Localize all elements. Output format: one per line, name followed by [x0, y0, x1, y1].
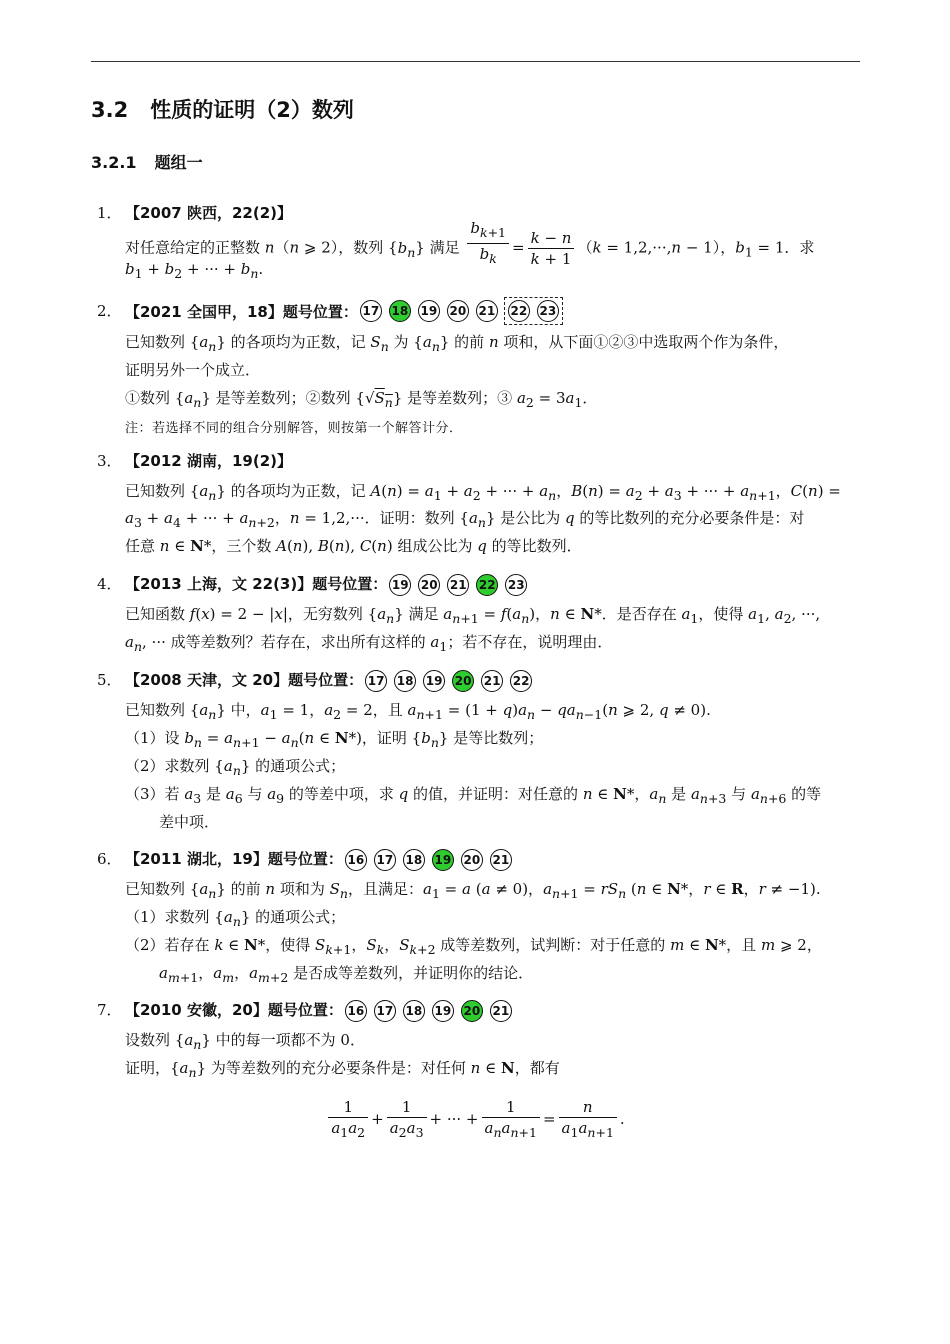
header-rule: [91, 61, 860, 62]
position-circle: 18: [403, 849, 425, 871]
position-circle: 17: [360, 300, 382, 322]
problem-source: 【2007 陕西，22(2)】: [125, 204, 292, 222]
position-circle: 21: [447, 574, 469, 596]
problem-line: 差中项．: [159, 813, 220, 831]
problem-line: $a_n$, ··· 成等差数列？若存在，求出所有这样的 $a_1$；若不存在，说明理由．: [125, 633, 613, 654]
section-number: 3.2: [91, 98, 129, 122]
position-circle: 19: [389, 574, 411, 596]
problem-line: （3）若 $a_3$ 是 $a_6$ 与 $a_9$ 的等差中项，求 q 的值，并证明：对任意的 n ∈ N*，$a_n$ 是 $a_{n+3}$ 与 $a_{n+6}$ 的等: [125, 785, 822, 806]
position-circle: 21: [490, 849, 512, 871]
position-circle-highlighted: 20: [461, 1000, 483, 1022]
problem-source: 【2021 全国甲，18】题号位置： 17 18 19 20 21 22 23: [125, 300, 563, 325]
problem-note: 注：若选择不同的组合分别解答，则按第一个解答计分．: [125, 421, 463, 436]
problem-line: 已知数列 $\{a_n\}$ 中，$a_1 = 1$，$a_2 = 2$，且 $a_{n+1} = (1 + q)a_n - qa_{n-1}(n$ ⩾ 2, q ≠ 0).: [125, 701, 711, 722]
position-markers: [345, 1000, 512, 1022]
problem-number: 6．: [97, 850, 122, 868]
section-heading: [91, 94, 354, 124]
position-markers: [345, 849, 512, 871]
problem-number: 5．: [97, 671, 122, 689]
position-circle: 17: [374, 849, 396, 871]
problem-source: 【2013 上海，文 22(3)】题号位置： 19 20 21 22 23: [125, 573, 527, 596]
problem-line: 证明另外一个成立．: [125, 361, 261, 379]
subsection-number: 3.2.1: [91, 153, 137, 172]
position-circle: 23: [537, 300, 559, 322]
position-circle: 17: [365, 670, 387, 692]
problem-line: 已知数列 $\{a_n\}$ 的前 n 项和为 $S_n$，且满足：$a_1 = a$ (a ≠ 0)，$a_{n+1} = rS_n$ (n ∈ N*，r ∈ R，r ≠ −1).: [125, 880, 821, 901]
position-circle: 16: [345, 849, 367, 871]
problem-source: 【2008 天津，文 20】题号位置： 17 18 19 20 21 22: [125, 669, 532, 692]
position-circle: 23: [505, 574, 527, 596]
problem-line: $b_1 + b_2$ + ··· + $b_n$.: [125, 260, 264, 281]
position-circle-highlighted: 19: [432, 849, 454, 871]
problem-line: 已知数列 $\{a_n\}$ 的各项均为正数，记 $S_n$ 为 $\{a_n\}$ 的前 n 项和，从下面①②③中选取两个作为条件，: [125, 333, 789, 354]
position-circle: 16: [345, 1000, 367, 1022]
problem-number: 1．: [97, 204, 122, 222]
display-formula: $\frac{1}{a_1a_2}$ + $\frac{1}{a_2a_3}$ + ··· + $\frac{1}{a_na_{n+1}}$ = $\frac{n}{a_1a_{n+1}}$ .: [0, 1097, 950, 1143]
position-circle: 22: [510, 670, 532, 692]
position-circle-highlighted: 20: [452, 670, 474, 692]
problem-source: 【2010 安徽，20】题号位置： 16 17 18 19 20 21: [125, 999, 512, 1022]
problem-line: 证明，$\{a_n\}$ 为等差数列的充分必要条件是：对任何 n ∈ N，都有: [125, 1059, 560, 1080]
position-circle: 20: [461, 849, 483, 871]
position-circle: 19: [432, 1000, 454, 1022]
problem-line: ①数列 $\{a_n\}$ 是等差数列；②数列 $\{√S_n\}$ 是等差数列；③ $a_2 = 3a_1$．: [125, 389, 598, 410]
position-circle-highlighted: 22: [476, 574, 498, 596]
problem-line: $a_3 + a_4$ + ··· + $a_{n+2}$，n = 1,2,···．证明：数列 $\{a_n\}$ 是公比为 q 的等比数列的充分必要条件是：对: [125, 509, 805, 530]
position-circle: 19: [418, 300, 440, 322]
problem-source: 【2011 湖北，19】题号位置： 16 17 18 19 20 21: [125, 848, 512, 871]
position-markers: [365, 670, 532, 692]
position-circle: 17: [374, 1000, 396, 1022]
position-circle: 18: [403, 1000, 425, 1022]
position-circle: 18: [394, 670, 416, 692]
problem-line: $a_{m+1}$，$a_m$，$a_{m+2}$ 是否成等差数列，并证明你的结论．: [159, 964, 534, 985]
problem-number: 2．: [97, 302, 122, 320]
position-circle: 19: [423, 670, 445, 692]
problem-line: （2）若存在 k ∈ N*，使得 $S_{k+1}$，$S_k$，$S_{k+2}$ 成等差数列，试判断：对于任意的 m ∈ N*，且 m ⩾ 2，: [125, 936, 822, 957]
position-circle: 20: [447, 300, 469, 322]
problem-number: 4．: [97, 575, 122, 593]
position-circle: 21: [476, 300, 498, 322]
dashed-position-group: [504, 297, 563, 325]
problem-line: 对任意给定的正整数 n（n ⩾ 2），数列 $\{b_n\}$ 满足 $\frac{b_{k+1}}{b_k}$ = $\frac{k - n}{k + 1}$ （k = 1,2,···,n − 1），$b_1 = 1$．求: [125, 219, 815, 268]
subsection-heading: [91, 150, 203, 173]
problem-number: 7．: [97, 1001, 122, 1019]
section-title: 性质的证明（2）数列: [150, 98, 354, 122]
problem-line: 设数列 $\{a_n\}$ 中的每一项都不为 0．: [125, 1031, 365, 1052]
problem-line: 任意 n ∈ N*，三个数 A(n), B(n), C(n) 组成公比为 q 的等比数列．: [125, 537, 582, 555]
position-circle-highlighted: 18: [389, 300, 411, 322]
problem-line: （2）求数列 $\{a_n\}$ 的通项公式；: [125, 757, 346, 778]
subsection-title: 题组一: [154, 153, 203, 172]
problem-line: 已知函数 f(x) = 2 − |x|，无穷数列 $\{a_n\}$ 满足 $a_{n+1} = f(a_n)$，n ∈ N*．是否存在 $a_1$，使得 $a_1$, $a_2$, ···,: [125, 605, 821, 626]
position-circle: 22: [508, 300, 530, 322]
problem-line: 已知数列 $\{a_n\}$ 的各项均为正数，记 $A(n) = a_1 + a_2$ + ··· + $a_n$，$B(n) = a_2 + a_3$ + ··· + $a_{n+1}$，C(n) =: [125, 482, 841, 503]
problem-source: 【2012 湖南，19(2)】: [125, 452, 292, 470]
position-circle: 20: [418, 574, 440, 596]
position-markers: [389, 574, 527, 596]
position-circle: 21: [490, 1000, 512, 1022]
problem-number: 3．: [97, 452, 122, 470]
position-markers: [360, 300, 563, 325]
problem-line: （1）求数列 $\{a_n\}$ 的通项公式；: [125, 908, 346, 929]
position-circle: 21: [481, 670, 503, 692]
problem-line: （1）设 $b_n = a_{n+1} - a_n(n$ ∈ N*)，证明 $\{b_n\}$ 是等比数列；: [125, 729, 544, 750]
